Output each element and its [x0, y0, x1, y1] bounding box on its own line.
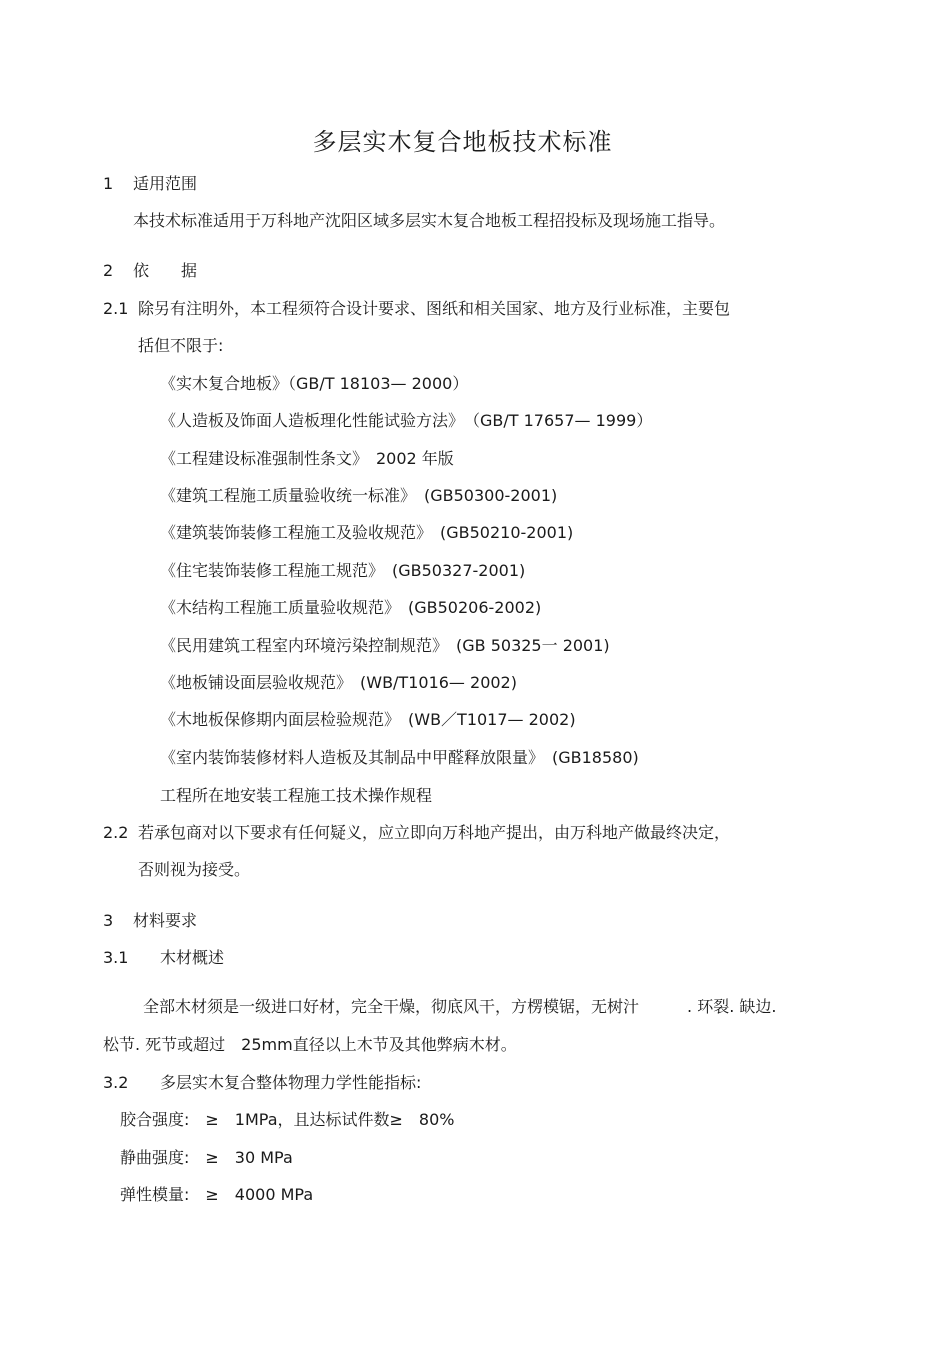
standard-item: 工程所在地安装工程施工技术操作规程 — [160, 786, 433, 805]
section-3-1-text-part-a: 全部木材须是一级进口好材，完全干燥，彻底风干，方楞模锯，无树汁 — [143, 997, 640, 1016]
section-3-2-heading: 多层实木复合整体物理力学性能指标: — [160, 1073, 422, 1092]
spec-item: 胶合强度: ≥ 1MPa，且达标试件数≥ 80% — [120, 1110, 455, 1129]
section-1-heading: 适用范围 — [133, 174, 198, 193]
standard-item: 《住宅装饰装修工程施工规范》 (GB50327-2001) — [160, 561, 526, 580]
standard-item: 《地板铺设面层验收规范》 (WB/T1016— 2002) — [160, 673, 517, 692]
standard-item: 《木结构工程施工质量验收规范》 (GB50206-2002) — [160, 598, 542, 617]
section-3-2-number: 3.2 — [103, 1073, 129, 1092]
section-3-heading: 材料要求 — [133, 911, 198, 930]
section-2-1-text-line2: 括但不限于: — [138, 336, 224, 355]
section-3-1-text-part-b: . 环裂. 缺边. — [687, 997, 777, 1016]
section-1-number: 1 — [103, 174, 114, 193]
section-2-number: 2 — [103, 261, 114, 280]
standard-item: 《室内装饰装修材料人造板及其制品中甲醛释放限量》 (GB18580) — [160, 748, 639, 767]
section-2-2-number: 2.2 — [103, 823, 129, 842]
section-1-body: 本技术标准适用于万科地产沈阳区域多层实木复合地板工程招投标及现场施工指导。 — [133, 211, 726, 230]
spec-item: 弹性模量: ≥ 4000 MPa — [120, 1185, 314, 1204]
standard-item: 《人造板及饰面人造板理化性能试验方法》 （GB/T 17657— 1999） — [160, 411, 653, 430]
standard-item: 《木地板保修期内面层检验规范》 (WB／T1017— 2002) — [160, 710, 576, 729]
document-title: 多层实木复合地板技术标准 — [312, 128, 613, 156]
standard-item: 《建筑工程施工质量验收统一标准》 (GB50300-2001) — [160, 486, 558, 505]
standard-item: 《建筑装饰装修工程施工及验收规范》 (GB50210-2001) — [160, 523, 574, 542]
section-2-2-text-line2: 否则视为接受。 — [138, 860, 251, 879]
standard-item: 《民用建筑工程室内环境污染控制规范》 (GB 50325一 2001) — [160, 636, 610, 655]
section-2-1-number: 2.1 — [103, 299, 129, 318]
section-2-heading: 依 据 — [133, 261, 198, 280]
section-3-1-number: 3.1 — [103, 948, 129, 967]
section-3-1-text-line2: 松节. 死节或超过 25mm直径以上木节及其他弊病木材。 — [103, 1035, 517, 1054]
section-3-number: 3 — [103, 911, 114, 930]
standard-item: 《实木复合地板》（GB/T 18103— 2000） — [160, 374, 469, 393]
section-2-1-text-line1: 除另有注明外，本工程须符合设计要求、图纸和相关国家、地方及行业标准，主要包 — [138, 299, 731, 318]
section-2-2-text-line1: 若承包商对以下要求有任何疑义，应立即向万科地产提出，由万科地产做最终决定， — [138, 823, 731, 842]
section-3-1-heading: 木材概述 — [160, 948, 225, 967]
spec-item: 静曲强度: ≥ 30 MPa — [120, 1148, 293, 1167]
standard-item: 《工程建设标准强制性条文》 2002 年版 — [160, 449, 454, 468]
section-3-1-text-line1 — [143, 996, 776, 1018]
